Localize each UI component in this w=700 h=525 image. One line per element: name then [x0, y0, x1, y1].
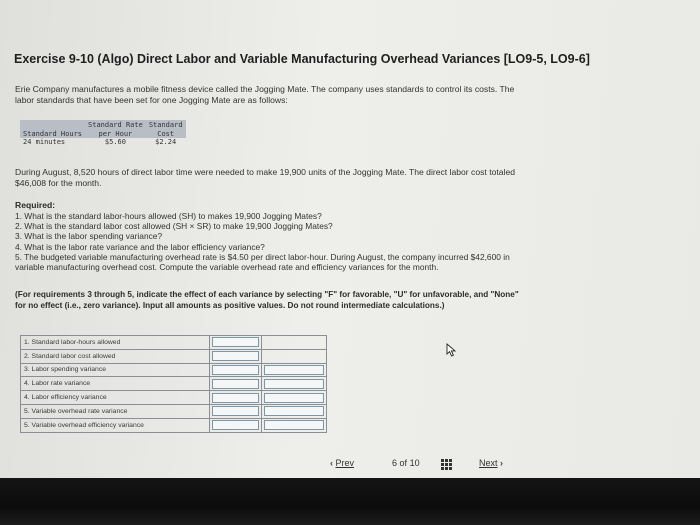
answer-row — [21, 377, 327, 391]
mouse-pointer-icon — [446, 343, 458, 357]
answer-row-label: 2. Standard labor cost allowed — [21, 349, 210, 363]
standards-value-row — [20, 138, 186, 147]
answer-row-label: 5. Variable overhead efficiency variance — [21, 418, 210, 432]
answer-cell — [210, 418, 262, 432]
answer-row-label: 5. Variable overhead rate variance — [21, 404, 210, 418]
answer-cell — [210, 349, 262, 363]
instructions-line-2: for no effect (i.e., zero variance). Input all amounts as positive values. Do not round intermediate calculations.) — [15, 300, 445, 310]
prev-button[interactable] — [330, 458, 354, 468]
chevron-right-icon: › — [500, 458, 504, 468]
answer-cell — [262, 349, 327, 363]
intro-text — [15, 84, 514, 106]
prev-label: Prev — [335, 458, 355, 468]
required-item: 3. What is the labor spending variance? — [15, 231, 163, 242]
required-item: variable manufacturing overhead cost. Compute the variable overhead rate and efficiency variances for the month. — [15, 262, 439, 273]
page-indicator — [392, 458, 420, 468]
header-standard-rate: Standard Rate per Hour — [88, 121, 143, 138]
answer-row-label: 1. Standard labor-hours allowed — [21, 336, 210, 350]
exercise-title: Exercise 9-10 (Algo) Direct Labor and Variable Manufacturing Overhead Variances [LO9-5, LO9-6] — [14, 52, 590, 66]
answer-table — [20, 335, 327, 433]
monitor-bezel — [0, 478, 700, 525]
instructions-line-1: (For requirements 3 through 5, indicate the effect of each variance by selecting "F" for favorable, "U" for unfavorable, and "None" — [15, 290, 519, 299]
answer-cell — [262, 391, 327, 405]
answer-row — [21, 363, 327, 377]
answer-cell — [210, 377, 262, 391]
instructions-note — [15, 290, 655, 311]
intro-line-2: labor standards that have been set for one Jogging Mate are as follows: — [15, 95, 288, 105]
answer-row-label: 4. Labor rate variance — [21, 377, 210, 391]
value-standard-hours: 24 minutes — [23, 138, 66, 146]
amount-input[interactable] — [264, 406, 324, 416]
page-current: 6 — [392, 458, 398, 468]
page-of: of — [399, 458, 408, 468]
effect-select[interactable] — [212, 406, 259, 416]
chevron-left-icon: ‹ — [330, 458, 333, 468]
header-standard-hours: Standard Hours — [23, 129, 83, 138]
required-item: 2. What is the standard labor cost allowed (SH × SR) to make 19,900 Jogging Mates? — [15, 221, 333, 232]
answer-cell — [210, 391, 262, 405]
required-list — [15, 211, 675, 272]
next-button[interactable] — [479, 458, 503, 468]
answer-row — [21, 418, 327, 432]
amount-input[interactable] — [212, 337, 259, 347]
answer-row-label: 4. Labor efficiency variance — [21, 391, 210, 405]
answer-cell — [210, 336, 262, 350]
value-standard-rate: $5.60 — [104, 138, 126, 146]
answer-cell — [262, 363, 327, 377]
effect-select[interactable] — [212, 365, 259, 375]
amount-input[interactable] — [212, 351, 259, 361]
amount-input[interactable] — [264, 420, 324, 430]
amount-input[interactable] — [264, 379, 324, 389]
required-heading: Required: — [15, 200, 56, 210]
answer-row — [21, 336, 327, 350]
answer-row — [21, 349, 327, 363]
page-total: 10 — [409, 458, 420, 468]
answer-cell — [262, 404, 327, 418]
answer-cell — [262, 377, 327, 391]
amount-input[interactable] — [264, 393, 324, 403]
august-line-2: $46,008 for the month. — [15, 178, 102, 188]
answer-row — [21, 391, 327, 405]
august-line-1: During August, 8,520 hours of direct labor time were needed to make 19,900 units of the Jogging Mate. The direct labor cost totaled — [15, 167, 516, 177]
answer-cell — [262, 418, 327, 432]
header-standard-cost: Standard Cost — [148, 121, 183, 138]
intro-line-1: Erie Company manufactures a mobile fitness device called the Jogging Mate. The company uses standards to control its costs. The — [15, 84, 515, 94]
grid-icon[interactable] — [441, 459, 452, 470]
standards-header-row — [20, 120, 186, 138]
answer-cell — [210, 404, 262, 418]
august-text — [15, 167, 515, 189]
value-standard-cost: $2.24 — [155, 138, 177, 146]
required-item: 4. What is the labor rate variance and the labor efficiency variance? — [15, 241, 265, 252]
required-item: 1. What is the standard labor-hours allowed (SH) to makes 19,900 Jogging Mates? — [15, 211, 322, 221]
amount-input[interactable] — [264, 365, 324, 375]
effect-select[interactable] — [212, 393, 259, 403]
answer-row-label: 3. Labor spending variance — [21, 363, 210, 377]
effect-select[interactable] — [212, 379, 259, 389]
answer-cell — [262, 336, 327, 350]
labor-standards-table — [20, 120, 186, 147]
effect-select[interactable] — [212, 420, 259, 430]
answer-cell — [210, 363, 262, 377]
required-item: 5. The budgeted variable manufacturing overhead rate is $4.50 per direct labor-hour. During August, the company incurred $42,600 in — [15, 251, 510, 262]
next-label: Next — [479, 458, 498, 468]
answer-row — [21, 404, 327, 418]
